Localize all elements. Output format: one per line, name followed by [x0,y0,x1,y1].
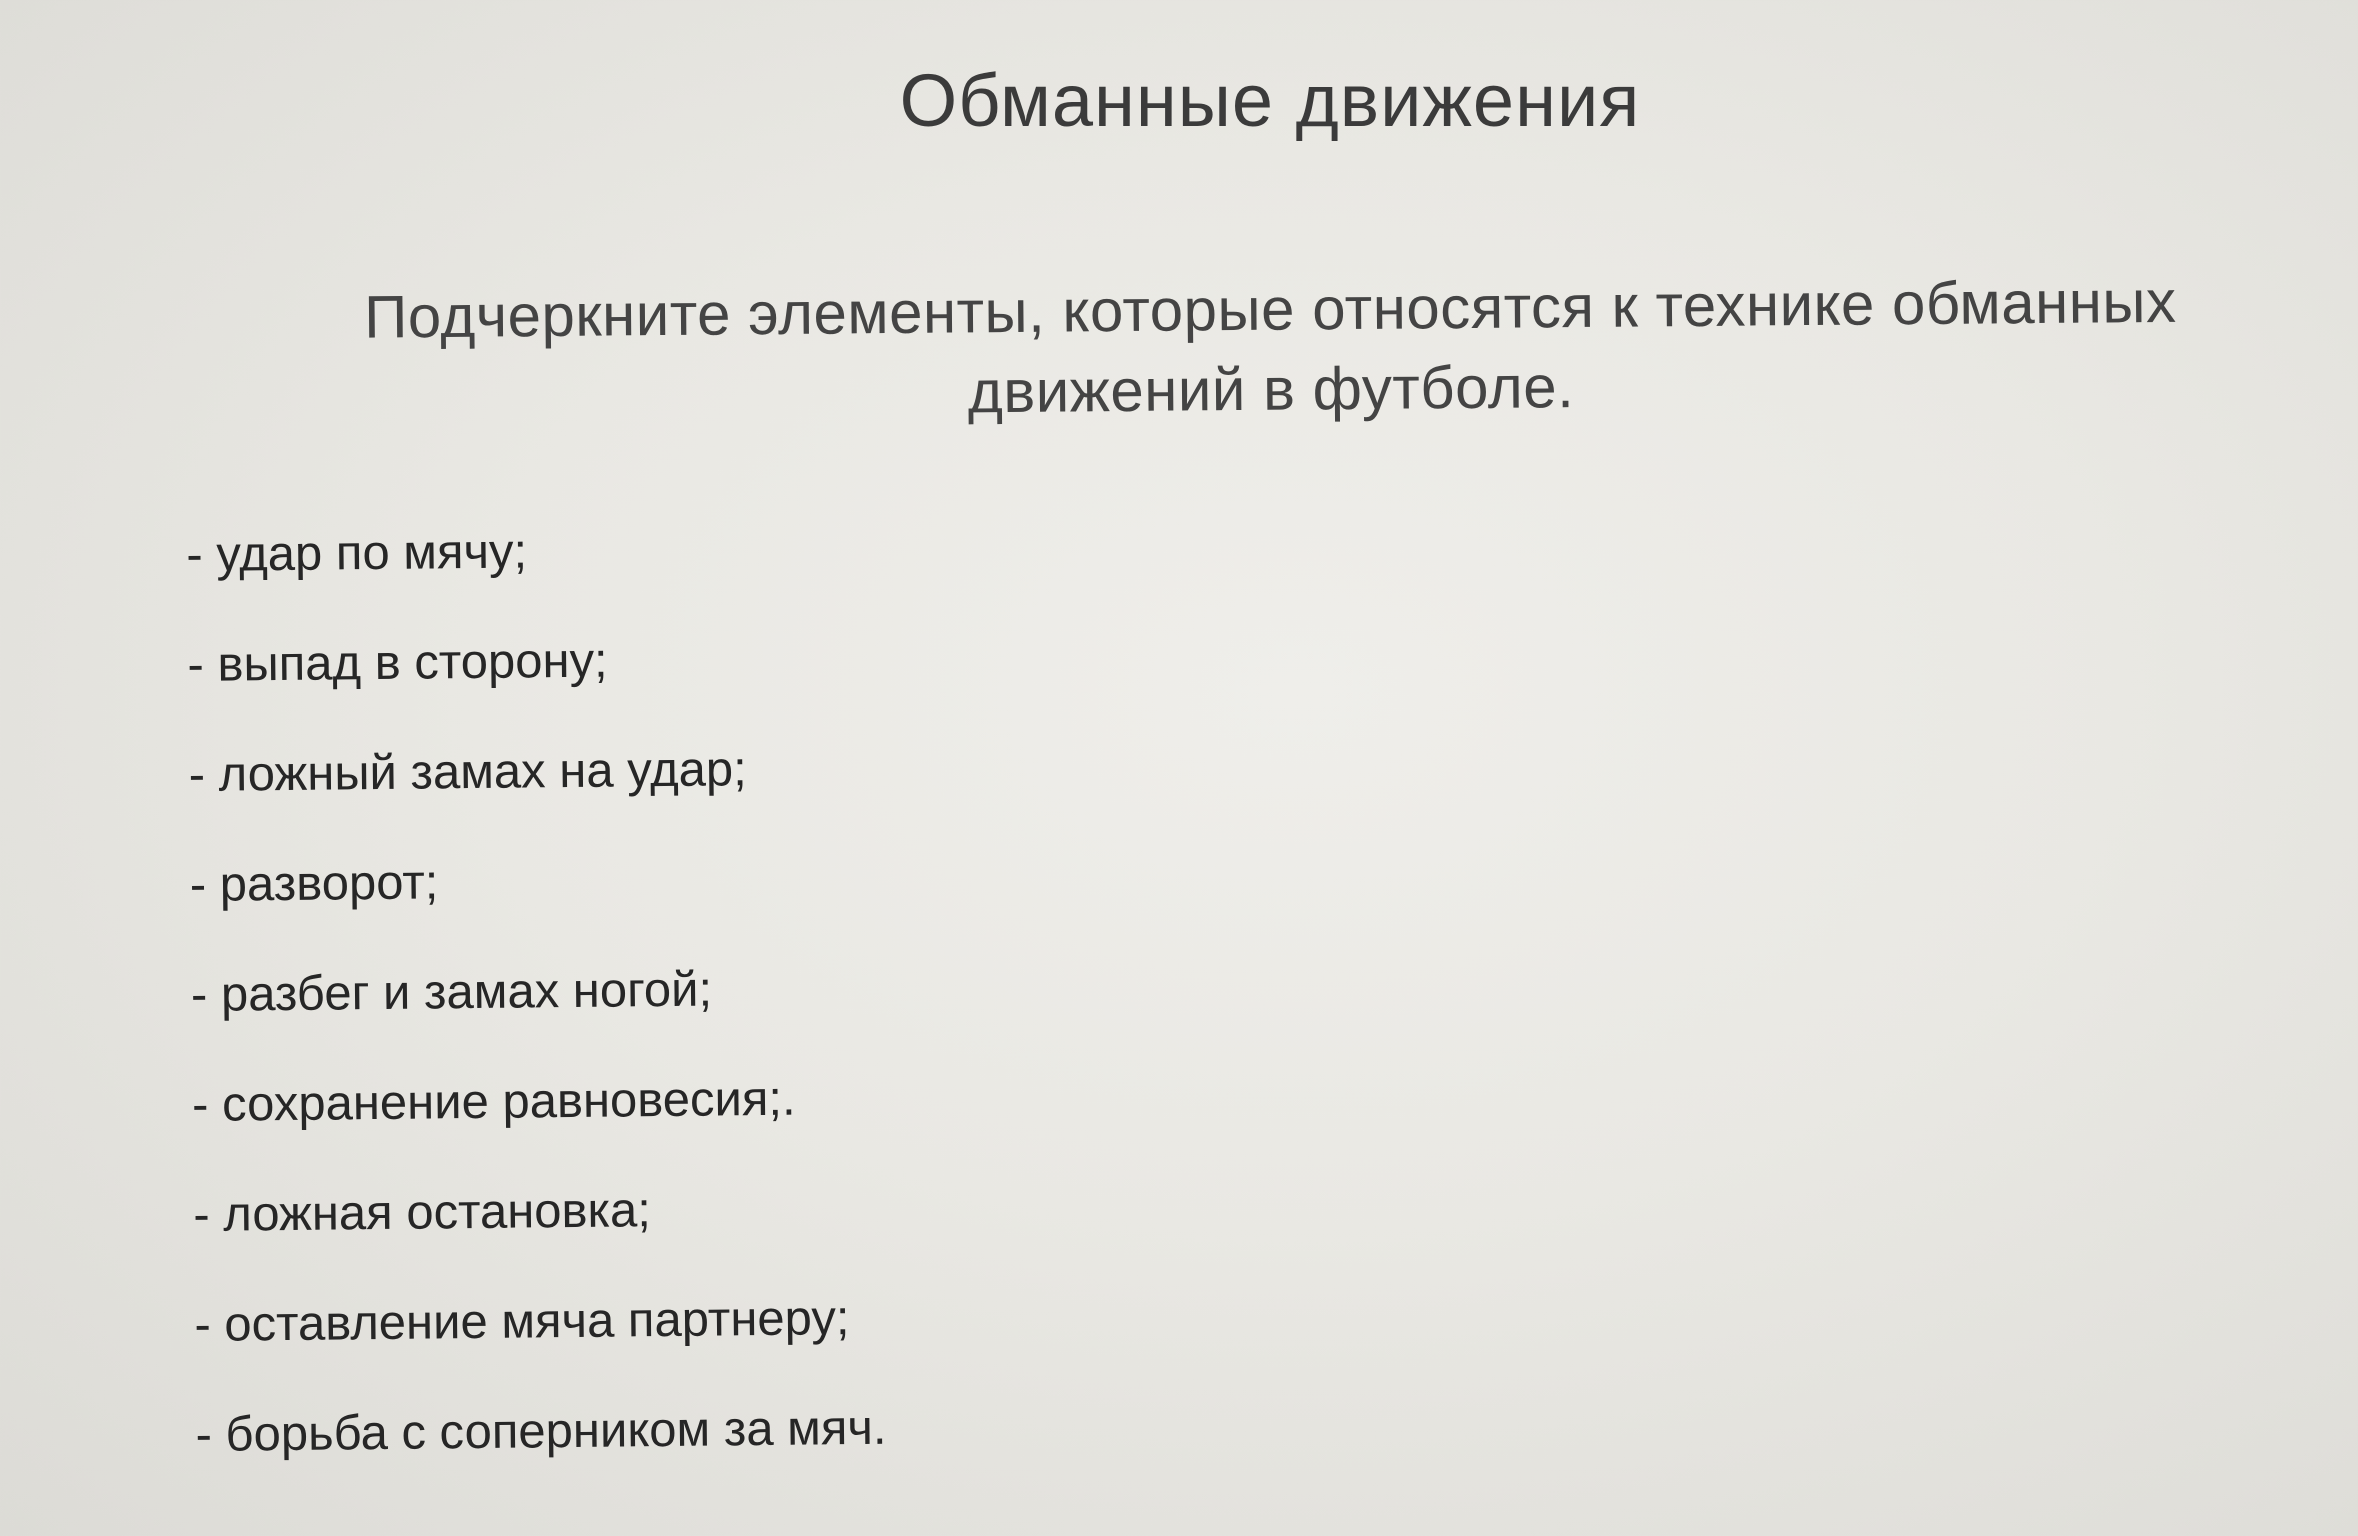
answer-option: - разбег и замах ногой; [190,962,713,1022]
answer-option: - удар по мячу; [186,524,528,582]
answer-option: - борьба с соперником за мяч. [195,1400,887,1462]
answer-option: - оставление мяча партнеру; [194,1291,850,1352]
task-instruction: Подчеркните элементы, которые относятся к технике обманных движений в футболе. [363,267,2177,426]
answer-option: - разворот; [189,855,439,912]
answer-option: - ложная остановка; [192,1183,652,1242]
answer-option: - выпад в сторону; [187,633,608,692]
answer-option: - сохранение равновесия;. [191,1071,796,1132]
answer-options-list [186,513,887,1510]
answer-option: - ложный замах на удар; [188,742,748,802]
page-title: Обманные движения [899,59,1641,142]
